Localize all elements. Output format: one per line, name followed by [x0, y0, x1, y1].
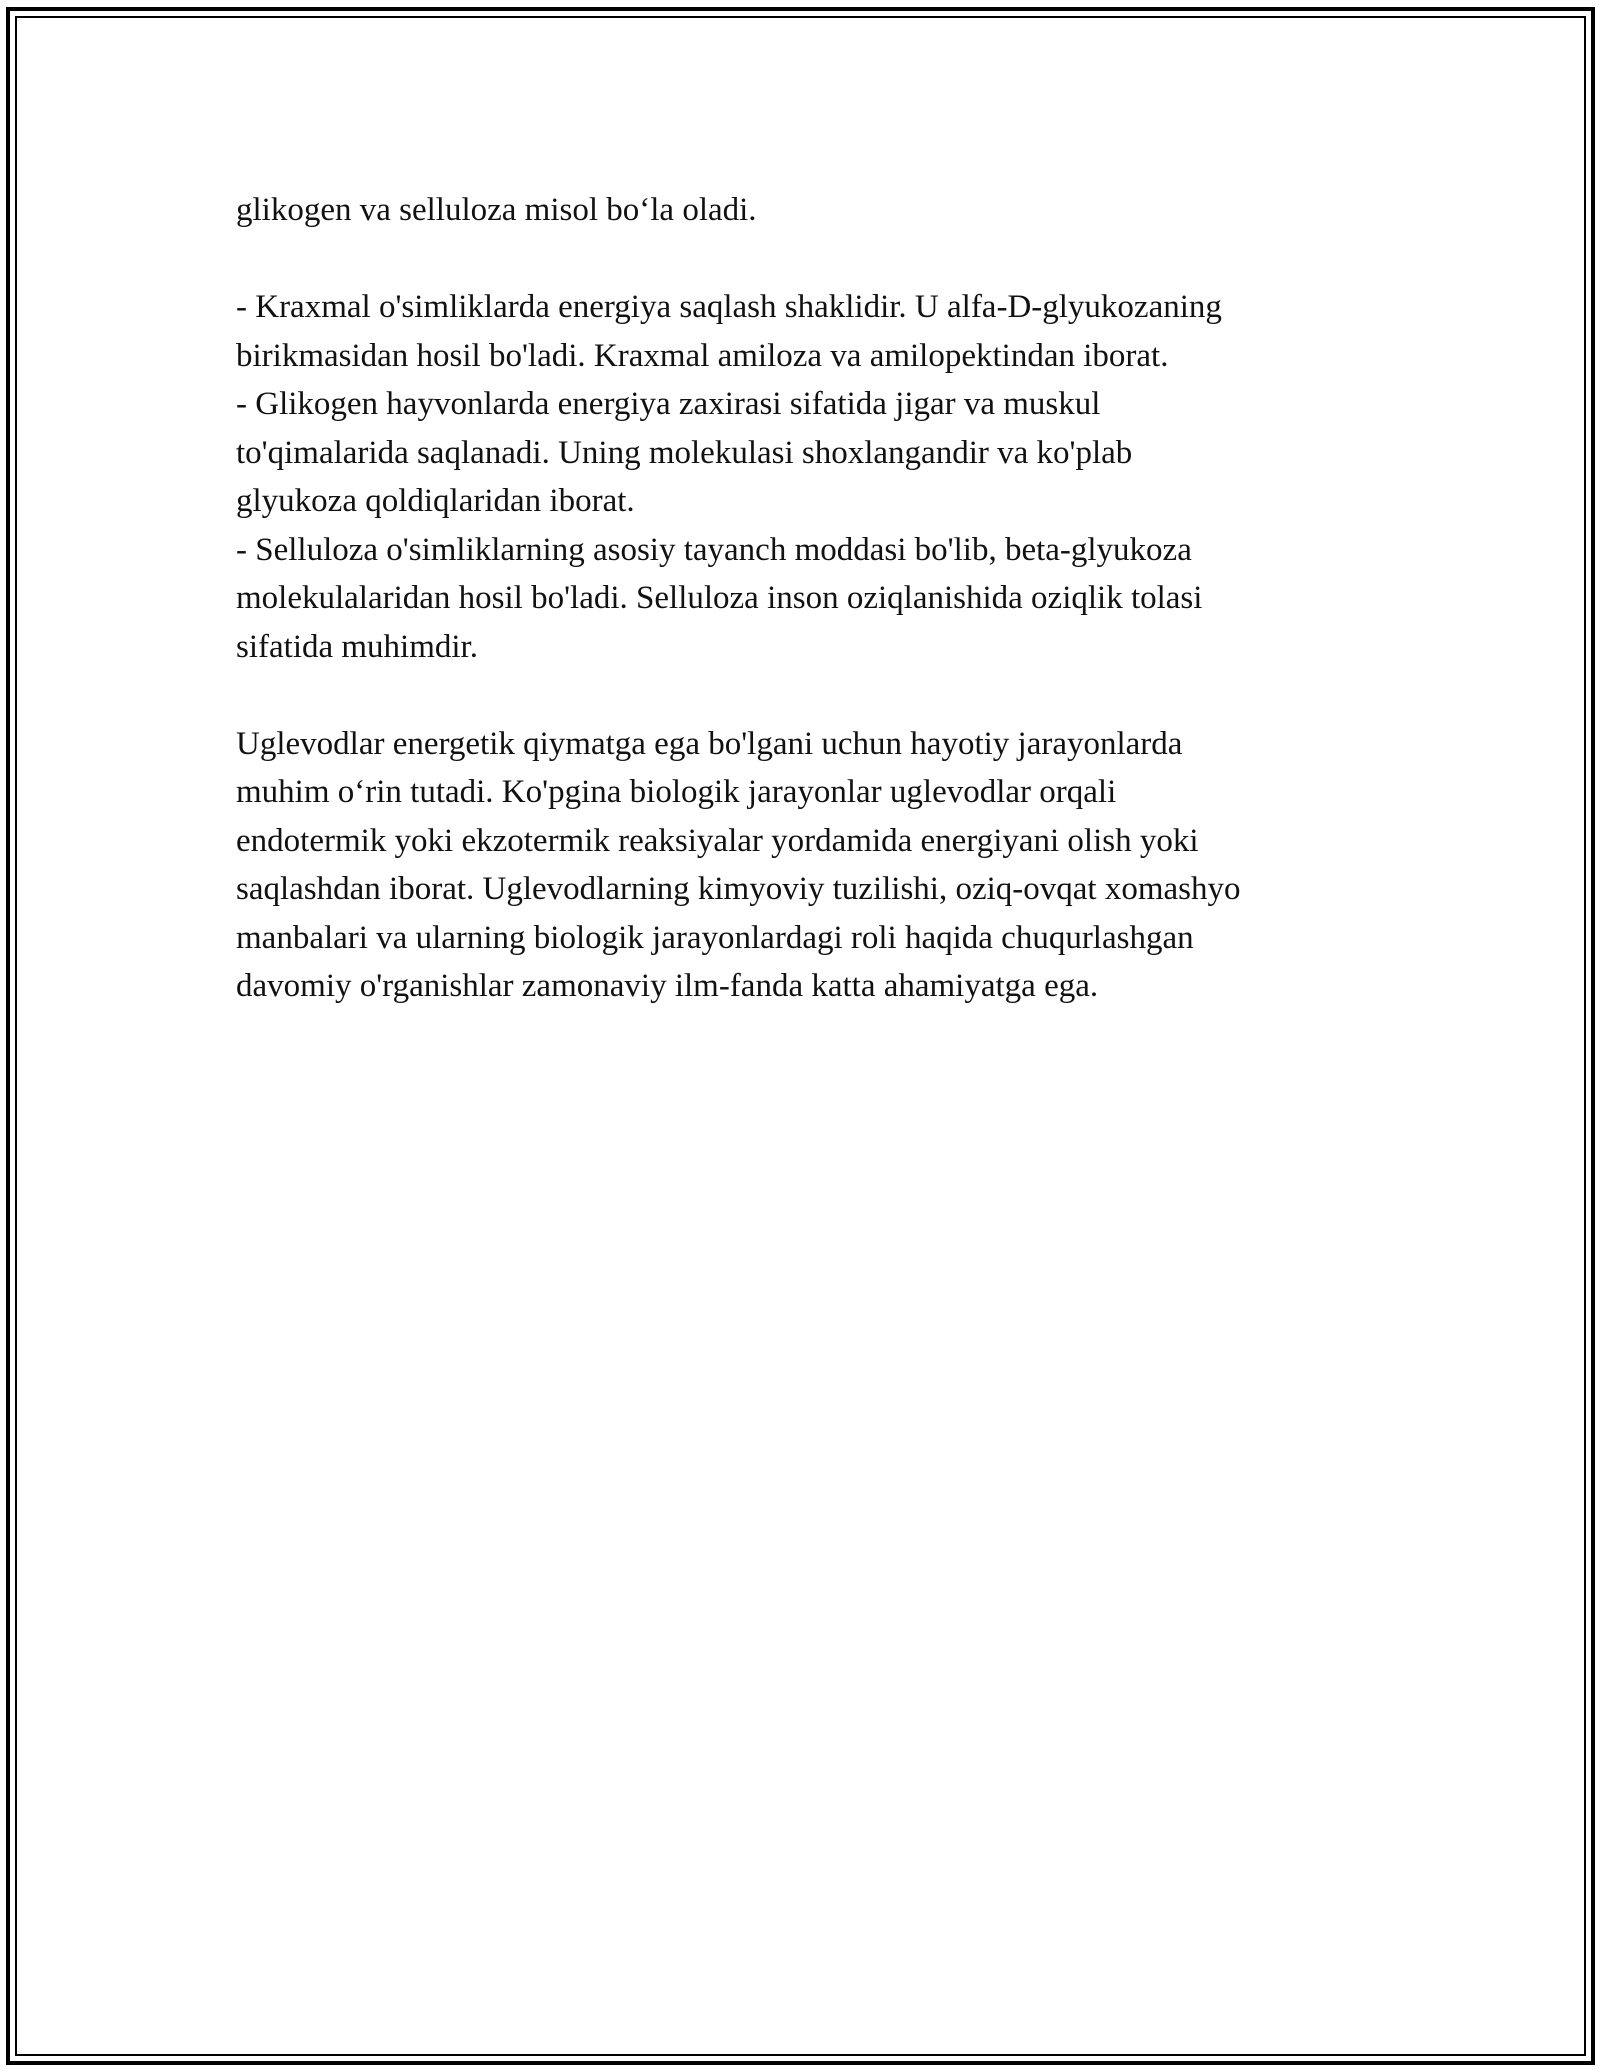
intro-line: glikogen va selluloza misol bo‘la oladi. — [236, 192, 757, 228]
bullet-kraxmal: - Kraxmal o'simliklarda energiya saqlash shaklidir. U alfa-D-glyukozaning birikmasidan hosil bo'ladi. Kraxmal amiloza va amilopektindan iborat. — [236, 289, 1222, 374]
bullet-selluloza: - Selluloza o'simliklarning asosiy tayanch moddasi bo'lib, beta-glyukoza molekulalaridan hosil bo'ladi. Selluloza inson oziqlanishida oziqlik tolasi sifatida muhimdir. — [236, 531, 1203, 665]
paragraph-gap — [236, 671, 1366, 720]
closing-paragraph: Uglevodlar energetik qiymatga ega bo'lgani uchun hayotiy jarayonlarda muhim o‘rin tutadi. Ko'pgina biologik jarayonlar uglevodlar orqali endotermik yoki ekzotermik reaksiyalar yordamida energiyani olish yoki saqlashdan iborat. Uglevodlarning kimyoviy tuzilishi, oziq-ovqat xomashyo manbalari va ularning biologik jarayonlardagi roli haqida chuqurlashgan davomiy o'rganishlar zamonaviy ilm-fanda katta ahamiyatga ega. — [236, 725, 1241, 1004]
paragraph-gap — [236, 235, 1366, 284]
document-body — [236, 186, 1366, 1011]
bullet-glikogen: - Glikogen hayvonlarda energiya zaxirasi sifatida jigar va muskul to'qimalarida saqlanadi. Uning molekulasi shoxlangandir va ko'plab glyukoza qoldiqlaridan iborat. — [236, 386, 1133, 519]
